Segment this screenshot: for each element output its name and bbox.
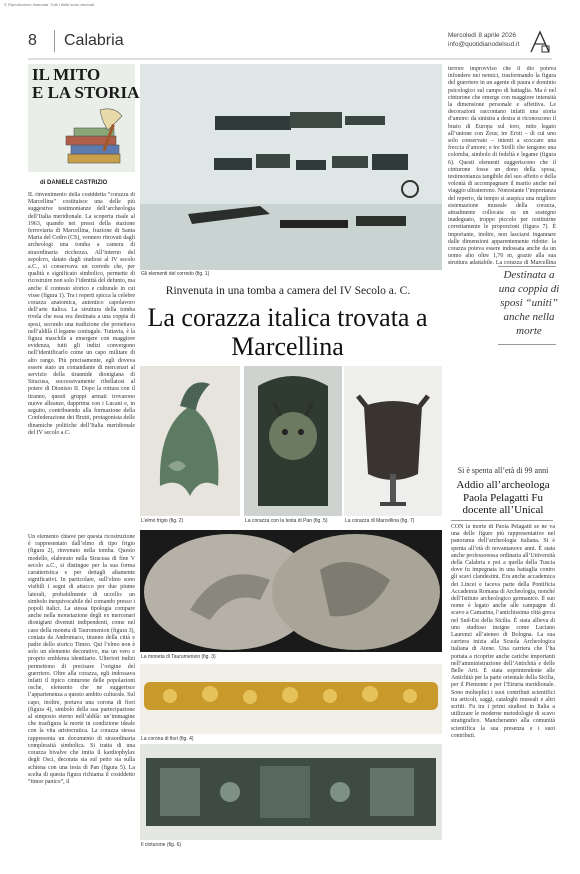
article-title: La corazza italica trovata a Marcellina	[147, 303, 428, 361]
pull-quote-rule-bottom	[498, 344, 556, 345]
article-column-2: Un elemento chiave per questa ricostruzione è rappresentato dall’elmo di tipo frigio (figura 2), rinvenuto nella tomba. Questo modello, elaborato nella Siracusa di fine V secolo a.C., si distingue per la sua forma caratteristica e per dettagli altamente significativi. In particolare, sull’elmo sono visibili i segni di attacco per due piume laterali, probabilmente di uccello: un simbolo inequivocabile del comando presso i popoli italici. La stessa tipologia compare anche nella monetazione degli ex mercenari dionigiani divenuti indipendenti, come nel caso della moneta di Tauromenion (figura 3), coniata da Andromaco, tiranno della città e padre dello storico Timeo. Qui l’elmo non è solo un elemento decorativo, ma un vero e proprio emblema identitario. Ulteriori indizi permettono di precisare l’origine del guerriero. Oltre alla corazza, egli indossava infatti il tipico cinturone delle popolazioni osche, elemento che ne suggerisce l’appartenenza a questo ambito culturale. Sul capo, inoltre, portava una corona di fiori (figura 4), simbolo della sua partecipazione al simposio eterno nell’aldilà: un’immagine che trasfigura la morte in condizione ideale con la vita aristocratica. La corazza stessa rappresenta un documento di straordinaria complessità simbolica. Si tratta di una corazza bivalve che imita il kardiophylax degli Osci, decorata sia sul petto sia sulla schiena con una testa di Pan (figura 5). La scelta di questa figura richiama il cosiddetto “timor panico”, il	[28, 534, 135, 785]
header-date: Mercoledì 8 aprile 2026	[448, 32, 516, 39]
byline: di DANIELE CASTRIZIO	[40, 180, 108, 186]
caption-fig2: L’elmo frigio (fig. 2)	[141, 518, 184, 524]
caption-fig1: Gli elementi del corredo (fig. 1)	[141, 271, 210, 277]
sidebar-rule	[451, 520, 553, 521]
pull-quote: Destinata a una coppia di sposi “uniti” anche nella morte	[498, 269, 560, 337]
caption-fig5: La corazza con la testa di Pan (fig. 5)	[245, 518, 328, 524]
article-kicker: Rinvenuta in una tomba a camera del IV Secolo a. C.	[165, 285, 411, 297]
article-column-1: IL rinvenimento della cosiddetta “corazza di Marcellina” costituisce una delle più suggestive testimonianze dell’archeologia dell’Italia meridionale. La scoperta risale al 1963, quando nei pressi della stazione ferroviaria di Marcellina, frazione di Santa Maria del Cedro (CS), vennero ritrovati dagli archeologi una tomba a camera di straordinaria ricchezza. All’interno del sepolcro, datato dagli studiosi al IV secolo a.C., si conservava un corredo che, per qualità e significato simbolico, permette di ricostruire non solo l’identità del defunto, ma anche il contesto storico e culturale in cui visse (figura 1). Tra i reperti spicca la celebre corazza anatomica, autentico capolavoro dell’arte italica. La struttura della tomba rivela che essa era destinata a una coppia di sposi, secondo una tradizione che proiettava nell’aldilà il legame coniugale. Tuttavia, è la figura maschile a emergere con maggiore evidenza, tutti gli indizi convergono nell’identificarlo come un capo militare di alto rango. Più precisamente, egli doveva essere stato un comandante di mercenari al servizio della tirannide dionigiana di Siracusa, successivamente ribellatosi al potere di Dionisio II. Dopo la rottura con il tiranno, questi gruppi armati trovarono nuove alleanze, dapprima con i Lucani e, in seguito, contribuendo alla formazione della Confederazione dei Brutti, protagonista delle dinamiche politiche dell’Italia meridionale del IV secolo a.C.	[28, 192, 135, 436]
caption-fig3: La moneta di Taurumenion (fig. 3)	[141, 654, 216, 660]
header-email: info@quotidianodelsud.it	[448, 41, 520, 48]
grave-goods-photo	[140, 64, 442, 270]
marcellina-cuirass-photo	[344, 366, 442, 516]
belt-photo	[140, 744, 442, 840]
caption-fig4: La corona di fiori (fig. 4)	[141, 736, 194, 742]
flower-crown-photo	[140, 664, 442, 734]
section-name: Calabria	[64, 32, 124, 49]
pan-cuirass-photo	[244, 366, 342, 516]
caption-fig6: Il cinturone (fig. 6)	[141, 842, 182, 848]
article-column-3b	[448, 348, 492, 458]
column-logo-line1: IL MITO	[32, 65, 101, 84]
sidebar-kicker: Si è spenta all’età di 99 anni	[457, 466, 549, 475]
phrygian-helmet-photo	[140, 366, 240, 516]
header-rule	[28, 58, 552, 60]
article-column-3a: terrore improvviso che il dio poteva infondere nei nemici, trasformando la figura del guerriero in un agente di paura e dominio psicologico sul campo di battaglia. Ma è nel cinturone che emerge con maggiore intensità la dimensione personale e affettiva. Le decorazioni raccontano infatti una storia d’amore: da sinistra a destra si riconoscono il busto di Europa sul toro, mito legato all’unione con Zeus; tre Eroti – di cui uno solo conservato – intenti a scoccare una freccia d’amore; e tre Sirilli che tengono una colomba, simbolo di fedeltà e legame (figura 6). Questi elementi suggeriscono che il cinturone fosse un dono della sposa, testimonianza tangibile del suo affetto e della volontà di accompagnare il marito anche nel viaggio ultraterreno. Nonostante l’importanza del reperto, da tempo si auspica una migliore sistemazione museale della corazza, attualmente collocata su un sostegno inadeguato, troppo piccolo per restituirne correttamente le proporzioni (figura 7). È importante, inoltre, non lasciarsi ingannare dalle dimensioni apparentemente ridotte: la corazza poteva essere indossata anche da un uomo alto oltre 1,70 m, grazie alla sua struttura adattabile. La corazza di Marcellina	[448, 66, 556, 266]
newspaper-logo-icon	[529, 30, 551, 54]
tauromenion-coin-photo	[140, 530, 442, 652]
page-number: 8	[28, 32, 37, 49]
copyright-note: © Riproduzione riservata. Tutti i diritti sono riservati	[4, 2, 95, 7]
books-illustration-icon	[62, 104, 132, 170]
sidebar-title: Addio all’archeologa Paola Pelagatti Fu docente all’Unical	[456, 479, 550, 516]
header-divider	[54, 30, 55, 52]
column-logo-line2: E LA STORIA	[32, 83, 140, 102]
sidebar-body: CON la morte di Paola Pelagatti se ne va una delle figure più rappresentative nel panorama dell’archeologia italiana. Si è spenta all’età di novantanove anni. È stata anche professoressa ordinaria all’Università della Calabria e poi a quella della Tuscia dove fu impegnata in una battaglia contro gli scavi clandestini. Era anche accademica dei Lincei e faceva parte della Pontificia Accademia Romana di Archeologia, nonché dell’Istituto archeologico germanico. Il suo nome è legato anche alle campagne di scavo a Camarina, l’antichissima città greca nel Sud-Est della Sicilia. È stata allieva di uno studioso insigne come Luciano Laurenzi all’ateneo di Bologna. La sua carriera inizia alla Scuola Archeologica italiana di Atene. Una carriera che l’ha portata a ricoprire anche cariche importanti nell’amministrazione dell’Antichità e delle Belle Arti. È stata soprintendente alle Antichità per la parte orientale della Sicilia, per il Piemonte e per l’Etruria meridionale. Sono molteplici i suoi contributi scientifici tra articoli, saggi, cataloghi museali e altri scritti. Fu tra i primi studiosi in Italia a utilizzare le moderne metodologie di scavo stratigrafico. Mancheranno alla comunità scientifica la sua presenza e i suoi contributi.	[451, 524, 555, 739]
pull-quote-rule-top	[498, 266, 556, 267]
caption-fig7: La corazza di Marcellina (fig. 7)	[345, 518, 415, 524]
